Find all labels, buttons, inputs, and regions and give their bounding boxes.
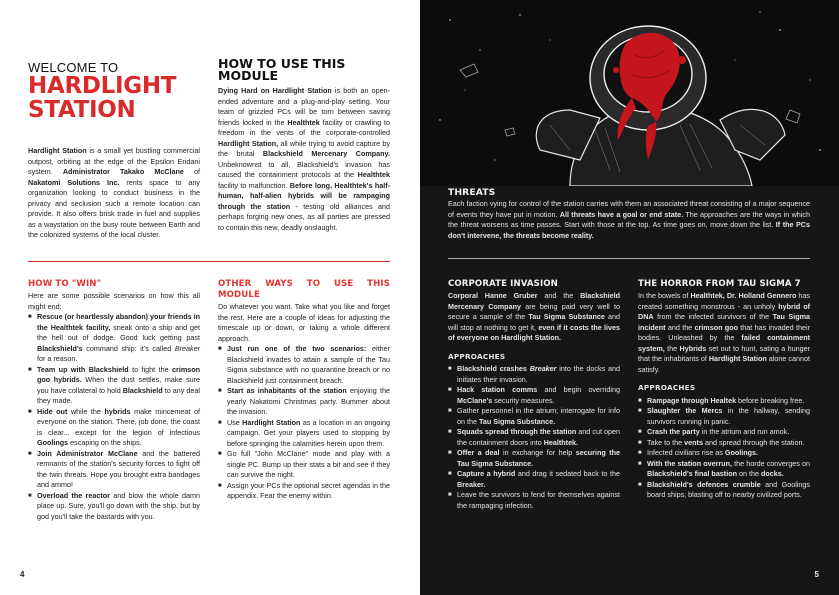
text-run: facility or crawling to freedom in the vents of the corporate-controlled [218, 117, 390, 137]
text-run: before breaking free. [736, 395, 805, 405]
bullet-square-icon: ■ [448, 492, 452, 498]
list-item [448, 385, 620, 406]
text-run: Goolings [37, 438, 69, 447]
text-run: make mincemeat of everyone on the station. There, job done, the coast is clear... except for the legion of infectious [37, 406, 200, 437]
bullet-square-icon: ■ [218, 388, 222, 394]
threats-paragraph [448, 199, 810, 241]
list-item-text [37, 449, 200, 491]
list-item-text [227, 386, 390, 418]
text-run: Offer a deal [457, 448, 500, 457]
threats-heading: THREATS [448, 187, 496, 198]
text-run: is both an open-ended adventure and a plug-and-play setting. Your team of grizzled PCs will be torn between saving friends locked in the [218, 86, 390, 127]
bullet-square-icon: ■ [638, 397, 642, 404]
list-item [638, 480, 810, 501]
list-item [638, 427, 810, 438]
bullet-square-icon: ■ [448, 450, 452, 456]
bullet-square-icon: ■ [218, 346, 222, 352]
text-run: Leave the survivors to fend for themselves against the rampaging infection. [457, 490, 620, 510]
text-run: Start as inhabitants of the station [227, 386, 347, 395]
corporate-approaches-list [448, 364, 620, 511]
bullet-square-icon: ■ [28, 366, 32, 373]
astronaut-illustration [420, 0, 839, 186]
text-run: Before long, Healthtek's half-human, half-alien hybrids will be rampaging through the station [218, 180, 390, 211]
list-item-text [37, 312, 200, 365]
text-run: Tau Sigma Substance [528, 312, 605, 321]
text-run: Corporal Hanne Gruber [448, 291, 538, 300]
other-ways-section [218, 279, 390, 502]
text-run: Join Administrator McClane [37, 448, 138, 458]
text-run: Rampage through Healtek [647, 395, 737, 405]
text-run: securing the Tau Sigma Substance. [457, 448, 620, 468]
text-run: from the infected survivors of the [653, 312, 773, 321]
bullet-square-icon: ■ [28, 314, 32, 320]
text-run: for a reason. [37, 354, 78, 363]
text-run: of [183, 167, 200, 176]
text-run: Healthtek. [543, 437, 579, 447]
text-run: Blackshield [122, 385, 163, 395]
bullet-square-icon: ■ [638, 460, 642, 467]
list-item-text [37, 407, 200, 449]
welcome-heading: WELCOME TO [28, 60, 119, 75]
list-item-text [457, 406, 620, 427]
text-run: that has invaded their bodies. Unleashed by the [638, 322, 810, 342]
text-run: as a location in an ongoing campaign. Get your players used to stopping by before springing the calamities herein upon them. [227, 417, 391, 448]
how-to-use-paragraph [218, 86, 390, 233]
text-run: crimson goo [694, 322, 738, 332]
text-run: McClane's [457, 395, 493, 405]
list-item-text [457, 448, 620, 469]
text-run: and the [665, 322, 695, 332]
text-run: Take to the [647, 437, 685, 447]
text-run: docks. [760, 469, 784, 478]
list-item-text [647, 480, 810, 501]
intro-text [28, 146, 200, 241]
list-item-text [647, 438, 810, 449]
bullet-square-icon: ■ [28, 492, 32, 499]
list-item [218, 344, 390, 386]
text-run: and begin overriding [537, 385, 620, 394]
bullet-square-icon: ■ [448, 387, 452, 393]
text-run: Administrator Takako McClane [62, 167, 184, 176]
text-run: Goolings. [724, 448, 759, 457]
bullet-square-icon: ■ [218, 482, 222, 489]
other-intro: Do whatever you want. Take what you like and forget the rest. Here are a couple of ideas for adjusting the timescale up or down, or taking a whole different approach. [218, 302, 390, 343]
list-item-text [647, 406, 810, 427]
threats-section [448, 187, 810, 241]
text-run: With the station overrun, [647, 458, 732, 468]
list-item [28, 365, 200, 407]
text-run: Overload the reactor [37, 490, 110, 500]
list-item [28, 449, 200, 491]
list-item [448, 469, 620, 490]
text-run: in the hallway, sending survivors running in panic. [647, 406, 810, 426]
list-item [448, 448, 620, 469]
text-run: Healthtek, Dr. Holland Gennero [690, 291, 797, 300]
list-item-text [457, 364, 620, 385]
page-number-left: 4 [20, 570, 25, 579]
list-item-text [647, 427, 810, 438]
list-item [28, 312, 200, 365]
text-run: Healthtek [357, 170, 390, 179]
text-run: and Goolings board ships, blasting off to nearby civilized ports. [647, 479, 810, 499]
text-run: Use [227, 417, 243, 427]
text-run: Hide out [37, 406, 68, 416]
list-item [638, 438, 810, 449]
how-title-line2: MODULE [218, 68, 279, 83]
text-run: Breaker [174, 343, 200, 353]
list-item-text [647, 448, 810, 459]
corporate-approaches-label: APPROACHES [448, 351, 506, 361]
text-run: Hardlight Station, [218, 138, 279, 148]
text-run: and drag it sedated back to the [515, 469, 620, 478]
horror-section [638, 279, 810, 501]
other-list [218, 344, 390, 502]
other-ways-heading: OTHER WAYS TO USE THIS MODULE [218, 279, 390, 300]
text-run: Just run one of the two scenarios: [227, 344, 367, 353]
text-run: Blackshield Mercenary Company. [262, 149, 390, 158]
text-run: If the PCs don't intervene, the threats become reality. [448, 220, 810, 240]
list-item [218, 386, 390, 418]
list-item-text [457, 427, 620, 448]
station-title-line2: STATION [28, 97, 136, 123]
text-run: Tau Sigma Substance. [478, 416, 556, 426]
how-to-win-section [28, 279, 200, 522]
text-run: Crash the party [647, 427, 700, 436]
bullet-square-icon: ■ [638, 450, 642, 456]
text-run: failed containment system, [638, 333, 810, 353]
text-run: vents [684, 437, 703, 447]
list-item-text [457, 469, 620, 490]
text-run: Blackshield Mercenary Company [448, 291, 621, 311]
list-item [638, 406, 810, 427]
text-run: Breaker. [457, 479, 486, 489]
list-item-text [227, 449, 390, 481]
text-run: Hack station comms [457, 385, 538, 394]
text-run: to any deal they made. [37, 385, 200, 405]
list-item [638, 459, 810, 480]
station-title-line1: HARDLIGHT [28, 73, 177, 99]
text-run: Unbeknownst to all, Blackshield's invasion has caused the containment protocols at the [218, 159, 390, 179]
win-intro: Here are some possible scenarios on how this all might end: [28, 291, 200, 311]
list-item-text [227, 481, 390, 502]
text-run: - testing old alliances and perhaps forging new ones, as all parties are pressed to contain this new, deadly onslaught. [218, 201, 390, 232]
text-run: in exchange for help [499, 448, 576, 457]
list-item [218, 449, 390, 481]
list-item-text [227, 418, 390, 450]
text-run: is a small yet bustling commercial outpost, orbiting at the edge of the Epsilon Eridani system. [28, 146, 200, 176]
how-title-line1: HOW TO USE THIS [218, 56, 346, 71]
text-run: Blackshield's defences crumble [647, 479, 761, 489]
text-run: escaping on the ships. [68, 438, 142, 447]
bullet-square-icon: ■ [28, 408, 32, 415]
text-run: are being paid very well to secure a sample of the [448, 301, 621, 321]
text-run: has created something monstrous - an unholy [638, 291, 810, 311]
text-run: The approaches are the ways in which the threat worsens as time passes. Start with those at the top. As time goes on, move down the list. [448, 209, 810, 229]
text-run: When the dust settles, make sure you have collateral to hold [37, 375, 200, 395]
text-run: hybrid of DNA [638, 301, 810, 321]
text-run: and blow the whole damn place up. Sure, you'll go down with the ship, but by god you'll take the bastards with you. [37, 490, 200, 521]
intro-paragraph [28, 146, 200, 241]
text-run: rents space to any organization looking to conduct business in the privacy and seclusion such a remote location can provide. It also offers brisk trade in fuel and supplies as a waystation on the busy route between Earth and the colonized systems of the local cluster. [28, 177, 200, 239]
threats-text [448, 199, 810, 241]
horror-heading: THE HORROR FROM TAU SIGMA 7 [638, 279, 801, 289]
bullet-square-icon: ■ [638, 439, 642, 446]
text-run: Hardlight Station [708, 354, 767, 363]
list-item [218, 481, 390, 502]
horror-approaches-list [638, 396, 810, 501]
text-run: Hardlight Station [242, 417, 301, 427]
list-item-text [227, 344, 390, 386]
list-item [448, 364, 620, 385]
list-item-text [37, 491, 200, 523]
list-item [448, 406, 620, 427]
text-run: the [664, 343, 680, 353]
list-item-text [457, 385, 620, 406]
text-run: Blackshield's final bastion [647, 469, 737, 478]
list-item-text [647, 396, 810, 407]
text-run: and the battered remnants of the station's security forces to fight off the twin threats. Hope you brought extra bandages and ammo! [37, 448, 200, 489]
text-run: into the docks and initiates their invasion. [457, 364, 620, 384]
text-run: Infected civilians rise as [647, 448, 725, 457]
text-run: Slaughter the Mercs [647, 406, 723, 415]
horror-text [638, 291, 810, 375]
text-run: command ship: it's called [82, 343, 175, 353]
how-text [218, 86, 390, 233]
text-run: Capture a hybrid [457, 469, 516, 478]
section-divider [28, 261, 390, 262]
text-run: in the atrium and run amok. [699, 427, 790, 436]
text-run: Healthtek [287, 117, 320, 127]
right-page [420, 0, 839, 595]
text-run: All threats have a goal or end state. [559, 209, 684, 219]
text-run: In the bowels of [638, 291, 691, 300]
text-run: either Blackshield invades to attain a sample of the Tau Sigma substance with no quarantine breach or no Blackshield just containment breach. [227, 344, 390, 385]
bullet-square-icon: ■ [218, 451, 222, 457]
text-run: even if it costs the lives of everyone on Hardlight Station. [448, 322, 620, 342]
list-item-text [457, 490, 620, 511]
how-to-win-heading: HOW TO "WIN" [28, 279, 102, 289]
bullet-square-icon: ■ [448, 471, 452, 477]
text-run: Nakatomi Solutions Inc. [28, 177, 120, 187]
text-run: the horde converges on [731, 458, 810, 468]
list-item-text [37, 365, 200, 407]
text-run: and cut open the containment doors into [457, 427, 620, 447]
list-item-text [647, 459, 810, 480]
station-title [28, 74, 176, 122]
text-run: alone cannot satisfy. [638, 354, 810, 374]
text-run: crimson goo hybrids. [37, 364, 201, 384]
bullet-square-icon: ■ [448, 366, 452, 372]
bullet-square-icon: ■ [638, 429, 642, 435]
page-number-right: 5 [814, 570, 819, 579]
corporate-invasion-heading: CORPORATE INVASION [448, 279, 558, 289]
bullet-square-icon: ■ [448, 429, 452, 435]
text-run: Team up with Blackshield [37, 364, 129, 374]
text-run: Rescue (or heartlessly abandon) your friends in the Healthtek facility, [37, 312, 200, 332]
text-run: set out to hunt, sating a hunger that the inhabitants of [638, 343, 810, 363]
text-run: Each faction vying for control of the station carries with them an associated threat consisting of a major sequence of events they have put in motion. [448, 199, 810, 219]
text-run: security measures. [492, 395, 555, 405]
text-run: Blackshield crashes [457, 364, 530, 373]
text-run: and the [537, 291, 581, 300]
text-run: Breaker [529, 364, 557, 373]
text-run: enjoying the yearly Nakatomi Christmas party. Bummer about the invasion. [227, 386, 390, 416]
list-item [448, 427, 620, 448]
text-run: Hybrids [679, 343, 707, 353]
list-item [218, 418, 390, 450]
text-run: all while trying to avoid capture by the brutal [218, 138, 390, 158]
text-run: and spread through the station. [702, 437, 805, 447]
text-run: Assign your PCs the optional secret agendas in the appendix. Fear the enemy within. [227, 480, 391, 500]
list-item [638, 448, 810, 459]
list-item [448, 490, 620, 511]
horror-approaches-label: APPROACHES [638, 383, 696, 392]
right-divider [448, 258, 810, 259]
how-to-use-heading [218, 58, 345, 82]
bullet-square-icon: ■ [638, 408, 642, 414]
text-run: Squads spread through the station [457, 427, 577, 436]
text-run: Tau Sigma incident [638, 312, 810, 332]
text-run: Dying Hard on Hardlight Station [218, 86, 332, 95]
bullet-square-icon: ■ [448, 408, 452, 414]
text-run: sneak onto a ship and get the hell out of dodge. Good luck getting past [37, 322, 200, 342]
list-item [28, 491, 200, 523]
text-run: Hardlight Station [28, 146, 87, 155]
text-run: on the [736, 469, 761, 478]
bullet-square-icon: ■ [218, 419, 222, 426]
corporate-text [448, 291, 620, 344]
bullet-square-icon: ■ [638, 481, 642, 488]
text-run: and will stop at nothing to get it, [448, 312, 620, 332]
text-run: Gather personnel in the atrium; interrogate for info on the [457, 406, 620, 426]
text-run: facility to malfunction. [218, 180, 290, 190]
astronaut-artwork-icon [420, 0, 839, 186]
corporate-invasion-section [448, 279, 620, 511]
list-item [638, 396, 810, 407]
text-run: Go full "John McClane" mode and play with a single PC. Bump up their stats a bit and see if they can survive the night. [227, 449, 390, 479]
list-item [28, 407, 200, 449]
text-run: Blackshield's [37, 343, 83, 353]
win-list [28, 312, 200, 522]
text-run: to fight the [128, 364, 173, 374]
text-run: while the [67, 406, 105, 416]
bullet-square-icon: ■ [28, 450, 32, 457]
text-run: hybrids [104, 406, 131, 416]
